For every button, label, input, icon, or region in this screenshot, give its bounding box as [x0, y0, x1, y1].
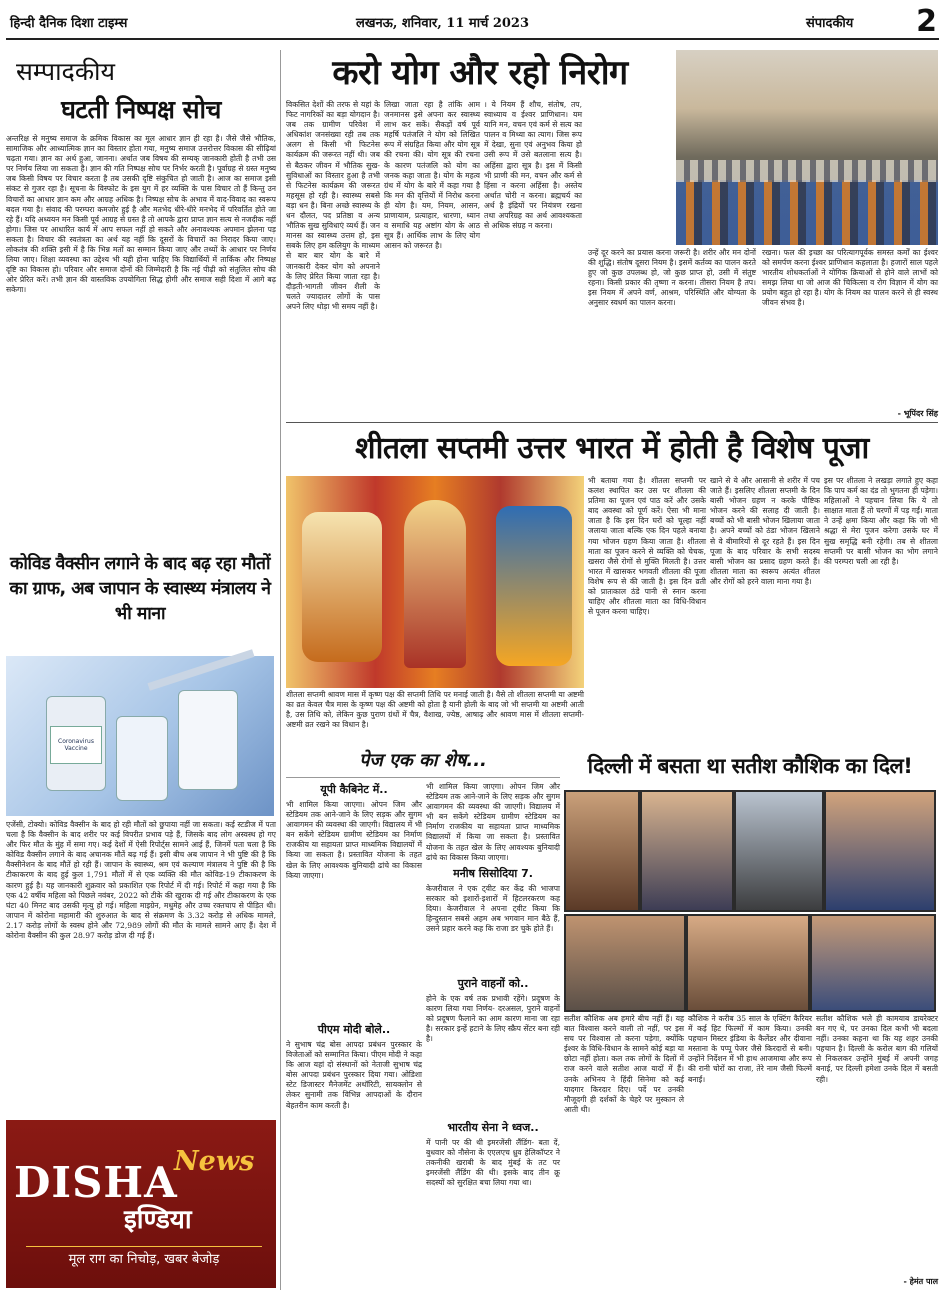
section-divider [286, 422, 938, 423]
up-cabinet-title: यूपी कैबिनेट में.. [320, 783, 388, 796]
army-title: भारतीय सेना ने ध्वज.. [447, 1121, 539, 1134]
satish-collage-photo-2 [564, 914, 936, 1012]
yoga-byline: - भूपिंदर सिंह [897, 409, 938, 418]
dateline: लखनऊ, शनिवार, 11 मार्च 2023 [356, 16, 530, 31]
satish-byline: - हेमंत पाल [903, 1277, 938, 1286]
sheetla-col-c: इस पर शीतला ने लखड़ा लगाते हुए कहा कि पाप कर्म का दंड तो भुगतना ही पड़ेगा। महिलाओं ने पहचान लिया कि ये तो साक्षात माता हैं तो चरणों में पड़ गईं। माता ने उन्हें क्षमा किया और कहा कि जो भी श्रद्धा से मेरा पूजन करेगा उसके घर में सुख समृद्धि बनी रहेगी। तब से शीतला सप्तमी पर बासी भोजन का भोग लगाने की परम्परा चली आ रही है। [824, 476, 941, 566]
sheetla-col-b: खाने से ये और आसानी से शरीर में पच जाते हैं। इसलिए शीतला सप्तमी के दिन बासी भोजन ग्रहण न करके पौष्टिक भोजन करने की सलाह दी जाती है। बच्चों को भी बासी भोजन खिलाया जाता है। अपने बच्चों को ठंडा भोजन खिलाने से वे बीमारियों से दूर रहते हैं। इस दिन पूजा के बाद परिवार के सभी सदस्य बासी भोजन का प्रसाद ग्रहण करते हैं। शीतला माता का स्वरूप अत्यंत शीतल और रोगों को हरने वाला माना गया है। [710, 476, 823, 586]
pm-modi-body: ने सुभाष चंद्र बोस आपदा प्रबंधन पुरस्कार के विजेताओं को सम्मानित किया। पीएम मोदी ने कहा कि आज यहां दो संस्थानों को नेताजी सुभाष चंद्र बोस आपदा प्रबंधन पुरस्कार दिया गया। ओडिशा स्टेट डिजास्टर मैनेजमेंट अथॉरिटी, सायक्लोन से लेकर सुनामी तक विभिन्न आपदाओं के दौरान बेहतरीन काम करती है। [286, 1040, 425, 1110]
sheetla-headline: शीतला सप्तमी उत्तर भारत में होती है विशेष पूजा [355, 431, 869, 466]
up-cabinet-body-cont: भी शामिल किया जाएगा। ओपन जिम और स्टेडियम तक आने-जाने के लिए सड़क और सुगम आवागमन की व्यवस्था की जाएगी। विद्यालय में भी बन सकेंगे स्टेडियम ग्रामीण स्टेडियम का निर्माण राजकीय या सहायता प्राप्त माध्यमिक विद्यालयों में किया जा सकता है। प्रस्तावित योजना के तहत खेल के लिए आवश्यक बुनियादी ढांचे का विकास किया जाएगा। [426, 782, 563, 862]
editorial-body: अन्तरिक्ष से मनुष्य समाज के क्रमिक विकास का मूल आधार ज्ञान ही रहा है। जैसे जैसे भौतिक, सामाजिक और आध्यात्मिक ज्ञान का विस्तार होता गया, मनुष्य समाज उत्तरोत्तर विकास की सीढ़ियां चढ़ता गया। ज्ञान का अर्थ हुआ, जानना। अर्थात जब विषय की सम्यक् जानकारी होती है तभी उस पर निर्णय लिया जा सकता है। ज्ञान की गति निष्पक्ष सोच पर निर्भर करती है। पूर्वाग्रह से ग्रस्त मनुष्य जब किसी विषय पर विचार करता है तब उसकी दृष्टि संकुचित हो जाती है। आज का समाज इसी संकट से गुजर रहा है। सूचना के विस्फोट के इस युग में हर व्यक्ति के पास विचार तो हैं किन्तु उन विचारों का आधार ज्ञान कम और आग्रह अधिक है। निष्पक्ष सोच के अभाव में वाद-विवाद का स्वरूप बदल गया है। संवाद की परम्परा कमजोर हुई है और मतभेद धीरे-धीरे मनभेद में परिवर्तित होते जा रहे हैं। यदि अध्ययन मन किसी पूर्व आग्रह से ग्रस्त है तो आपके द्वारा प्राप्त ज्ञान सत्य से नजदीक नहीं होगा। जिस पर आधारित कार्य में आप सफल नहीं हो सकते और अनावश्यक अपमान झेलना पड़ सकता है। विचार की स्वतंत्रता का अर्थ यह नहीं कि दूसरों के विचारों का निरादर किया जाए। लोकतंत्र की शक्ति इसी में है कि भिन्न मतों का सम्मान किया जाए और तथ्यों के आधार पर निर्णय लिया जाए। शिक्षा व्यवस्था का उद्देश्य भी यही होना चाहिए कि विद्यार्थियों में तार्किक और निष्पक्ष दृष्टि का विकास हो। परिवार और समाज दोनों की जिम्मेदारी है कि नई पीढ़ी को संतुलित सोच की ओर प्रेरित करें। तभी ज्ञान की वास्तविक उपयोगिता सिद्ध होगी और समाज सही दिशा में आगे बढ़ सकेगा। [6, 134, 279, 295]
editorial-section-label: सम्पादकीय [16, 57, 116, 86]
up-cabinet-body: भी शामिल किया जाएगा। ओपन जिम और स्टेडियम तक आने-जाने के लिए सड़क और सुगम आवागमन की व्यवस्था की जाएगी। विद्यालय में भी बन सकेंगे स्टेडियम ग्रामीण स्टेडियम का निर्माण राजकीय या सहायता प्राप्त माध्यमिक विद्यालयों में किया जा सकता है। प्रस्तावित योजना के तहत खेल के लिए आवश्यक बुनियादी ढांचे का विकास किया जाएगा। [286, 800, 425, 880]
section-name: संपादकीय [806, 16, 854, 31]
yoga-photo [676, 50, 938, 245]
masthead [6, 4, 939, 40]
sheetla-caption: शीतला सप्तमी श्रावण मास में कृष्ण पक्ष की सप्तमी तिथि पर मनाई जाती है। वैसे तो शीतला सप्तमी या अष्टमी का व्रत केवल चैत्र मास के कृष्ण पक्ष की अष्टमी को होता है यानी होली के बाद जो भी सप्तमी या अष्टमी आती है, उस तिथि को, लेकिन कुछ पुराण ग्रंथों में चैत्र, वैशाख, ज्येष्ठ, आषाढ़ और श्रावण मास में शीतला सप्तमी-अष्टमी व्रत रखने का विधान है। [286, 690, 587, 730]
yoga-headline: करो योग और रहो निरोग [332, 53, 628, 93]
paper-name: हिन्दी दैनिक दिशा टाइम्स [10, 16, 128, 31]
satish-col-2: कौशिक ने करीब 35 साल के एक्टिंग कैरियर में कई हिट फिल्मों में काम किया। उनकी पहचान मिस्टर इंडिया के कैलेंडर और दीवाना मस्ताना के पप्पू पेजर जैसे किरदारों से बनी। उन्होंने निर्देशन में भी हाथ आजमाया और रूप की रानी चोरों का राजा, तेरे नाम जैसी फिल्में बनाईं। [688, 1014, 815, 1084]
sheetla-col-a: भी बताया गया है। शीतला सप्तमी पर कलश स्थापित कर उस पर शीतला की प्रतिमा का पूजन एवं पाठ करें और उसके बाद अवस्था को पूर्ण करें। ऐसा भी माना जाता है कि इस दिन घरों को चूल्हा नहीं जलाया जाता बल्कि एक दिन पहले बनाया गया भोजन ग्रहण किया जाता है। शीतला माता का पूजन करने से व्यक्ति को चेचक, खसरा जैसे रोगों से मुक्ति मिलती है। उत्तर भारत में खासकर भगवती शीतला की पूजा विशेष रूप से की जाती है। इस दिन व्रती को प्रातःकाल ठंडे पानी से स्नान करना चाहिए और शीतला माता का विधि-विधान से पूजन करना चाहिए। [588, 476, 709, 617]
army-body: में पानी पर की थी इमरजेंसी लैंडिंग- बता दें, बुधवार को नौसेना के एएलएच ध्रुव हेलिकॉप्टर ने तकनीकी खराबी के बाद मुंबई के तट पर इमरजेंसी लैंडिंग की थी। इसके बाद तीन क्रू सदस्यों को सुरक्षित बचा लिया गया था। [426, 1138, 563, 1188]
logo-india: इण्डिया [124, 1205, 192, 1235]
logo-disha: DISHA [14, 1158, 178, 1207]
satish-col-3: सतीश कौशिक भले ही कामयाब डायरेक्टर बन गए थे, पर उनका दिल कभी भी बदला नहीं। उनका कहना था कि यह शहर उनकी पहचान है। दिल्ली के करोल बाग की गलियों से निकलकर उन्होंने मुंबई में अपनी जगह बनाई, पर दिल्ली हमेशा उनके दिल में बसती रही। [816, 1014, 941, 1084]
yoga-col-4: उन्हें दूर करने का प्रयास करना जरूरी है। शरीर और मन दोनों की शुद्धि। संतोष दूसरा नियम है। इसमें कर्तव्य का पालन करते हुए जो कुछ उपलब्ध हो, जो कुछ प्राप्त हो, उसी में संतुष्ट रहना। किसी प्रकार की तृष्णा न करना। तीसरा नियम है तप। इस नियम में अपने वर्ण, आश्रम, परिस्थिति और योग्यता के अनुसार स्वधर्म का पालन करना। [588, 248, 759, 308]
satish-collage-photo [564, 790, 936, 912]
yoga-col-2: लिखा जाता रहा है तांकि आम जनमानस इसे अपना कर स्वास्थ्य लाभ कर सकें। सैकड़ों वर्ष पूर्व महर्षि पतंजलि ने योग को लिखित रूप में संग्रहित किया और योग सूत्र की रचना की। योग सूत्र की रचना के कारण पतंजलि को योग का जनक कहा जाता है। योग के महत्व ग्रंथ में योग के बारे में कहा गया है कि मन की वृत्तियों में निरोध करना ही योग है। यम, नियम, आसन, प्राणायाम, प्रत्याहार, धारणा, ध्यान व समाधि यह अष्टांग योग के आठ सूत्र हैं। आर्थिक लाभ के लिए योग आसन को जरूरत है। [384, 100, 483, 251]
sheetla-mata-photo [286, 476, 584, 688]
satish-headline: दिल्ली में बसता था सतीश कौशिक का दिल! [587, 754, 913, 778]
logo-tagline: मूल राग का निचोड़, खबर बेजोड़ [26, 1246, 262, 1272]
vial-label: Coronavirus Vaccine [58, 738, 94, 752]
vaccine-photo [6, 656, 274, 816]
editorial-title: घटती निष्पक्ष सोच [61, 95, 221, 124]
roundup-heading: पेज एक का शेष... [286, 748, 560, 778]
page-number: 2 [916, 4, 937, 39]
disha-news-logo [6, 1120, 276, 1288]
satish-col-1: सतीश कौशिक अब हमारे बीच नहीं हैं। यह बात विश्वास करने वाली तो नहीं, पर इस सच पर विश्वास तो करना पड़ेगा, क्योंकि ईश्वर के विधि-विधान के सामने कोई बड़ा या छोटा नहीं होता। कल तक लोगों के दिलों में राज करने वाले सतीश आज यादों में हैं। उनके अभिनय ने हिंदी सिनेमा को कई यादगार किरदार दिए। पर्दे पर उनकी मौजूदगी ही दर्शकों के चेहरे पर मुस्कान ले आती थी। [564, 1014, 687, 1114]
manish-title: मनीष सिसोदिया 7. [453, 867, 533, 880]
purane-vahan-body: होने के एक वर्ष तक प्रभावी रहेंगे। प्रदूषण के कारण लिया गया निर्णय- दरअसल, पुराने वाहनों को प्रदूषण फैलाने का आम कारण माना जा रहा है। सरकार इन्हें हटाने के लिए स्क्रैप सेंटर बना रही है। [426, 994, 563, 1044]
logo-news: News [174, 1146, 255, 1177]
pm-modi-title: पीएम मोदी बोले.. [317, 1023, 391, 1036]
kovid-headline: कोविड वैक्सीन लगाने के बाद बढ़ रहा मौतों का ग्राफ, अब जापान के स्वास्थ्य मंत्रालय ने भी माना [9, 554, 271, 624]
manish-body: केजरीवाल ने एक ट्वीट कर केंद्र की भाजपा सरकार को इशारों-इशारों में हिटलरकरण कह दिया। केजरीवाल ने अपना ट्वीट किया कि हिन्दुस्तान सबसे अहम अब भगवान मान बैठे हैं, उसने प्रहार करने कह कि राजा डर चुके होते हैं। [426, 884, 563, 934]
yoga-col-5: रखना। फल की इच्छा का परित्यागपूर्वक समस्त कर्मों का ईश्वर को समर्पण करना ईश्वर प्राणिधान कहलाता है। हजारों साल पहले भारतीय शोधकर्ताओं ने योगिक क्रियाओं से होने वाले लाभों को समझ लिया था जो आज की चिकित्सा व रोग विज्ञान में योग का प्रयोग बहुत हो रहा है। योग के नियम का पालन करने से ही स्वस्थ जीवन संभव है। [762, 248, 941, 308]
yoga-col-1: विकसित देशों की तरफ से यहां के फिट नागरिकों का बड़ा योगदान है। जब तक ग्रामीण परिवेश में अधिकांश जनसंख्या रही तब तक अलग से किसी भी फिटनेस कार्यक्रम की जरूरत नहीं थी। जब से बैठकर जीवन में भौतिक सुख-सुविधाओं का विस्तार हुआ है तभी से फिटनेस कार्यक्रम की जरूरत महसूस हो रही है। स्वास्थ्य सबसे बड़ा धन है। बिना अच्छे स्वास्थ्य के धन दौलत, पद प्रतिष्ठा व अन्य भौतिक सुख सुविधाएं व्यर्थ हैं। जन मानस का स्वास्थ्य उत्तम हो, इस सबके लिए हम कलियुग के माध्यम से बार बार योग के बारे में जानकारी देकर योग को अपनाने के लिए प्रेरित किया जाता रहा है। दौड़ती-भागती जीवन शैली के चलते ज्यादातर लोगों के पास अपने लिए थोड़ा भी समय नहीं है। [286, 100, 383, 311]
kovid-body: एजेंसी, टोक्यो। कोविड वैक्सीन के बाद हो रही मौतों को छुपाया नहीं जा सकता। कई स्टडीज में पता चला है कि वैक्सीन के बाद शरीर पर कई विपरीत प्रभाव पड़े हैं, जिसके बाद लोग अस्वस्थ हो गए और फिर मौत के मुंह में समा गए। कई देशों में ऐसी रिपोर्ट्स सामने आई हैं, जिनमें पता चला है कि कोविड वैक्सीन लगाने के बाद अचानक मौतें बढ़ गई हैं। इसी बीच अब जापान ने भी पुष्टि की है कि वैक्सीनेशन के बाद मौतें हो रही हैं। जापान के स्वास्थ्य, श्रम एवं कल्याण मंत्रालय ने पुष्टि की है कि टीकाकरण के बाद हुई कुल 1,791 मौतों में से एक व्यक्ति की मौत कोविड-19 टीकाकरण के कारण हुई है। यह जानकारी शुक्रवार को प्रकाशित एक रिपोर्ट में दी गई। रिपोर्ट में कहा गया है कि एक 42 वर्षीय महिला को पिछले नवंबर, 2022 को टीके की खुराक दी गई और टीकाकरण के एक घंटा 40 मिनट बाद उसकी मृत्यु हो गई। महिला माइग्रेन, मधुमेह और उच्च रक्तचाप से पीड़ित थी। जापान में कोरोना महामारी की शुरुआत के बाद से संक्रमण के 3.32 करोड़ से अधिक मामले, 2.17 करोड़ लोगों के स्वस्थ होने और 72,989 लोगों की मौत के मामले सामने आए हैं। देश में कोरोना वैक्सीन की कुल 28.97 करोड़ डोज दी गई हैं। [6, 820, 279, 941]
yoga-col-3: । ये नियम हैं शौच, संतोष, तप, स्वाध्याय व ईश्वर प्राणिधान। यम यानि मन, वचन एवं कर्म से सत्य का पालन व मिथ्या का त्याग। जिस रूप में देखा, सुना एवं अनुभव किया हो उसी रूप में उसे बतलाना सत्य है। अहिंसा द्वारा सूत्र है। इस में किसी भी प्राणी की मन, वचन और कर्म से हिंसा न करना अहिंसा है। अस्तेय अर्थात चोरी न करना। ब्रह्मचर्य का अर्थ है इंद्रियों पर नियंत्रण रखना तथा अपरिग्रह का अर्थ आवश्यकता से अधिक संग्रह न करना। [484, 100, 585, 231]
purane-vahan-title: पुराने वाहनों को.. [457, 977, 529, 990]
column-rule [280, 50, 281, 1290]
